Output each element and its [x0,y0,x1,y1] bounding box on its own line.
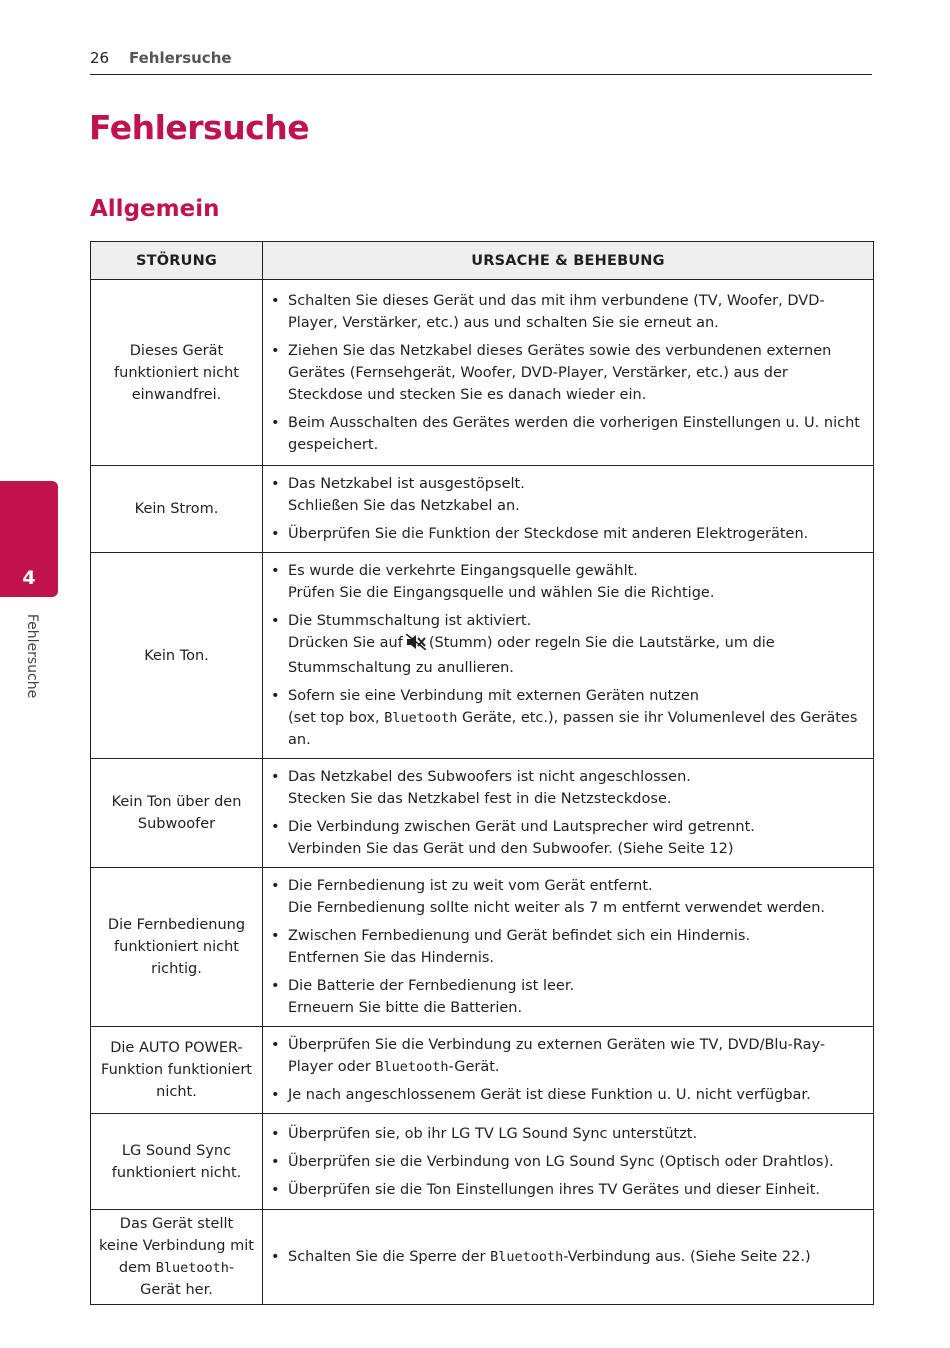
chapter-label: Fehlersuche [24,613,40,699]
page-title: Fehlersuche [89,108,310,147]
list-item: • Das Netzkabel ist ausgestöpselt. Schließen Sie das Netzkabel an. [263,473,867,517]
problem-cell: Kein Ton über den Subwoofer [91,759,263,868]
problem-cell: Die Fernbedienung funktioniert nicht richtig. [91,868,263,1027]
list-item: • Schalten Sie die Sperre der Bluetooth-Verbindung aus. (Siehe Seite 22.) [263,1246,867,1268]
list-item: • Ziehen Sie das Netzkabel dieses Gerätes sowie des verbundenen externen Gerätes (Fernsehgerät, Woofer, DVD-Player, Verstärker, etc.) aus der Steckdose und stecken Sie es danach wieder ein. [263,340,867,406]
list-item: • Die Fernbedienung ist zu weit vom Gerät entfernt. Die Fernbedienung sollte nicht weiter als 7 m entfernt verwendet werden. [263,875,867,919]
chapter-tab [0,481,58,597]
problem-cell: Die AUTO POWER-Funktion funktioniert nicht. [91,1027,263,1114]
table-row [91,553,874,759]
list-item: • Die Verbindung zwischen Gerät und Lautsprecher wird getrennt. Verbinden Sie das Gerät und den Subwoofer. (Siehe Seite 12) [263,816,867,860]
problem-cell: Kein Strom. [91,466,263,553]
solution-cell [263,1114,874,1210]
problem-cell: Kein Ton. [91,553,263,759]
running-title: Fehlersuche [129,49,232,67]
table-row [91,1027,874,1114]
list-item: • Überprüfen sie die Verbindung von LG Sound Sync (Optisch oder Drahtlos). [263,1151,867,1173]
list-item: • Je nach angeschlossenem Gerät ist diese Funktion u. U. nicht verfügbar. [263,1084,867,1106]
problem-cell: Dieses Gerät funktioniert nicht einwandfrei. [91,280,263,466]
list-item: • Überprüfen sie, ob ihr LG TV LG Sound Sync unterstützt. [263,1123,867,1145]
section-title: Allgemein [90,196,220,222]
table-row [91,466,874,553]
list-item: • Zwischen Fernbedienung und Gerät befindet sich ein Hindernis. Entfernen Sie das Hindernis. [263,925,867,969]
table-header-row [91,242,874,280]
mute-icon [406,634,426,657]
solution-cell [263,759,874,868]
table-row [91,868,874,1027]
problem-cell: Das Gerät stellt keine Verbindung mit dem Bluetooth-Gerät her. [91,1210,263,1305]
list-item: • Schalten Sie dieses Gerät und das mit ihm verbundene (TV, Woofer, DVD-Player, Verstärker, etc.) aus und schalten Sie sie erneut an. [263,290,867,334]
solution-cell [263,1027,874,1114]
list-item: • Überprüfen sie die Ton Einstellungen ihres TV Gerätes und dieser Einheit. [263,1179,867,1201]
list-item: • Die Batterie der Fernbedienung ist leer. Erneuern Sie bitte die Batterien. [263,975,867,1019]
page-number: 26 [90,49,110,67]
column-header-problem: STÖRUNG [91,242,263,280]
column-header-solution: URSACHE & BEHEBUNG [263,242,874,280]
solution-cell [263,868,874,1027]
page-header [90,48,872,75]
table-row [91,1210,874,1305]
list-item: • Beim Ausschalten des Gerätes werden die vorherigen Einstellungen u. U. nicht gespeichert. [263,412,867,456]
solution-cell [263,1210,874,1305]
table-row [91,759,874,868]
solution-cell [263,280,874,466]
list-item: • Die Stummschaltung ist aktiviert. Drücken Sie auf (Stumm) oder regeln Sie die Lautstärke, um die Stummschaltung zu anullieren. [263,610,867,679]
list-item: • Überprüfen Sie die Verbindung zu externen Geräten wie TV, DVD/Blu-Ray-Player oder Bluetooth-Gerät. [263,1034,867,1078]
list-item: • Sofern sie eine Verbindung mit externen Geräten nutzen (set top box, Bluetooth Geräte, etc.), passen sie ihr Volumenlevel des Gerätes an. [263,685,867,751]
list-item: • Das Netzkabel des Subwoofers ist nicht angeschlossen. Stecken Sie das Netzkabel fest in die Netzsteckdose. [263,766,867,810]
problem-cell: LG Sound Sync funktioniert nicht. [91,1114,263,1210]
chapter-number: 4 [22,567,36,589]
solution-cell [263,466,874,553]
list-item: • Es wurde die verkehrte Eingangsquelle gewählt. Prüfen Sie die Eingangsquelle und wählen Sie die Richtige. [263,560,867,604]
troubleshooting-table [90,241,874,1305]
list-item: • Überprüfen Sie die Funktion der Steckdose mit anderen Elektrogeräten. [263,523,867,545]
table-row [91,280,874,466]
solution-cell [263,553,874,759]
table-row [91,1114,874,1210]
